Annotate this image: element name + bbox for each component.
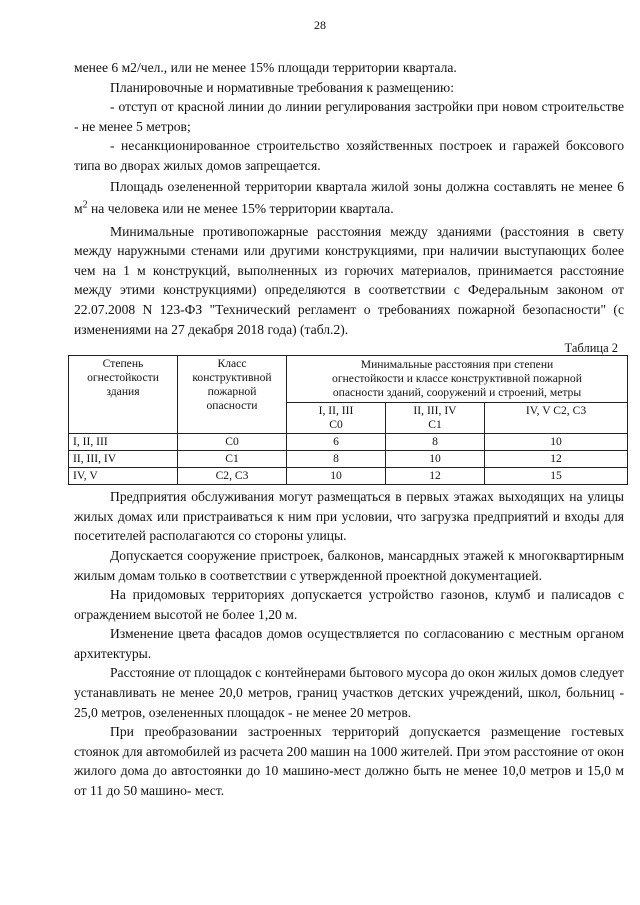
green-area-text-2: на человека или не менее 15% территории квартала.: [87, 200, 394, 216]
row-value-3: 10: [485, 434, 628, 451]
paragraph-lawns: На придомовых территориях допускается устройство газонов, клумб и палисадов с ограждением высотой не более 1,20 м.: [74, 587, 624, 622]
paragraph-extensions: Допускается сооружение пристроек, балконов, мансардных этажей к многоквартирным жилым домам только в соответствии с утвержденной проектной документацией.: [74, 547, 624, 583]
row-degree: IV, V: [69, 468, 178, 485]
row-value-1: 6: [287, 434, 386, 451]
subheader-2: II, III, IV C1: [386, 403, 485, 434]
paragraph-fire-distances: Минимальные противопожарные расстояния между зданиями (расстояния в свету между наружными стенами или другими конструкциями, при наличии выступающих более чем на 1 м конструкций, выполненных из горючих материалов, принимается расстояние между этими конструкциями) определяются в соответствии с Федеральным законом от 22.07.2008 N 123-ФЗ "Технический регламент о требованиях пожарной безопасности" (с изменениями на 27 декабря 2018 года) (табл.2).: [74, 223, 624, 337]
subheader-3: IV, V C2, C3: [485, 403, 628, 434]
paragraph-area-norm: менее 6 м2/чел., или не менее 15% площади территории квартала.: [74, 60, 457, 75]
paragraph-requirements-heading: Планировочные и нормативные требования к размещению:: [110, 79, 454, 95]
header-distances: Минимальные расстояния при степени огнестойкости и классе конструктивной пожарной опасности зданий, сооружений и строений, метры: [287, 356, 628, 403]
row-value-3: 12: [485, 451, 628, 468]
row-value-1: 8: [287, 451, 386, 468]
paragraph-guest-parking: При преобразовании застроенных территорий допускается размещение гостевых стоянок для автомобилей из расчета 200 машин на 1000 жителей. При этом расстояние от окон жилого дома до автостоянки до 10 машино-мест должно быть не менее 10,0 метров и 15,0 м от 11 до 50 машино- мест.: [74, 724, 624, 799]
row-value-2: 8: [386, 434, 485, 451]
paragraph-service-enterprises: Предприятия обслуживания могут размещаться в первых этажах выходящих на улицы жилых домах или пристраиваться к ним при условии, что загрузка предприятий и входы для посетителей располагаются со стороны улицы.: [74, 489, 624, 544]
green-area-superscript: 2: [82, 199, 88, 211]
table-row: [69, 451, 628, 468]
paragraph-green-area: [74, 176, 624, 220]
paragraph-facade-color: Изменение цвета фасадов домов осуществляется по согласованию с местным органом архитектуры.: [74, 626, 624, 661]
row-degree: I, II, III: [69, 434, 178, 451]
table-row: [69, 434, 628, 451]
header-degree: Степень огнестойкости здания: [69, 356, 178, 434]
row-value-2: 10: [386, 451, 485, 468]
row-class: C1: [178, 451, 287, 468]
page-number: 28: [314, 18, 326, 32]
row-class: C0: [178, 434, 287, 451]
paragraph-red-line-offset: - отступ от красной линии до линии регулирования застройки при новом строительстве - не менее 5 метров;: [74, 99, 624, 134]
document-body: [74, 58, 624, 801]
table-caption: Таблица 2: [564, 341, 618, 356]
header-class: Класс конструктивной пожарной опасности: [178, 356, 287, 434]
paragraph-waste-containers: Расстояние от площадок с контейнерами бытового мусора до окон жилых домов следует устанавливать не менее 20,0 метров, границ участков детских учреждений, школ, больниц - 25,0 метров, озелененных площадок - не менее 20 метров.: [74, 665, 624, 720]
row-value-1: 10: [287, 468, 386, 485]
row-value-3: 15: [485, 468, 628, 485]
row-value-2: 12: [386, 468, 485, 485]
row-class: C2, C3: [178, 468, 287, 485]
green-area-text-1: Площадь озелененной территории квартала жилой зоны должна составлять не менее 6 м: [74, 178, 624, 216]
table-row: [69, 468, 628, 485]
table-header-row: [69, 356, 628, 403]
subheader-1: I, II, III C0: [287, 403, 386, 434]
fire-distance-table: [68, 355, 628, 485]
row-degree: II, III, IV: [69, 451, 178, 468]
paragraph-garage-ban: - несанкционированное строительство хозяйственных построек и гаражей боксового типа во дворах жилых домов запрещается.: [74, 138, 624, 173]
